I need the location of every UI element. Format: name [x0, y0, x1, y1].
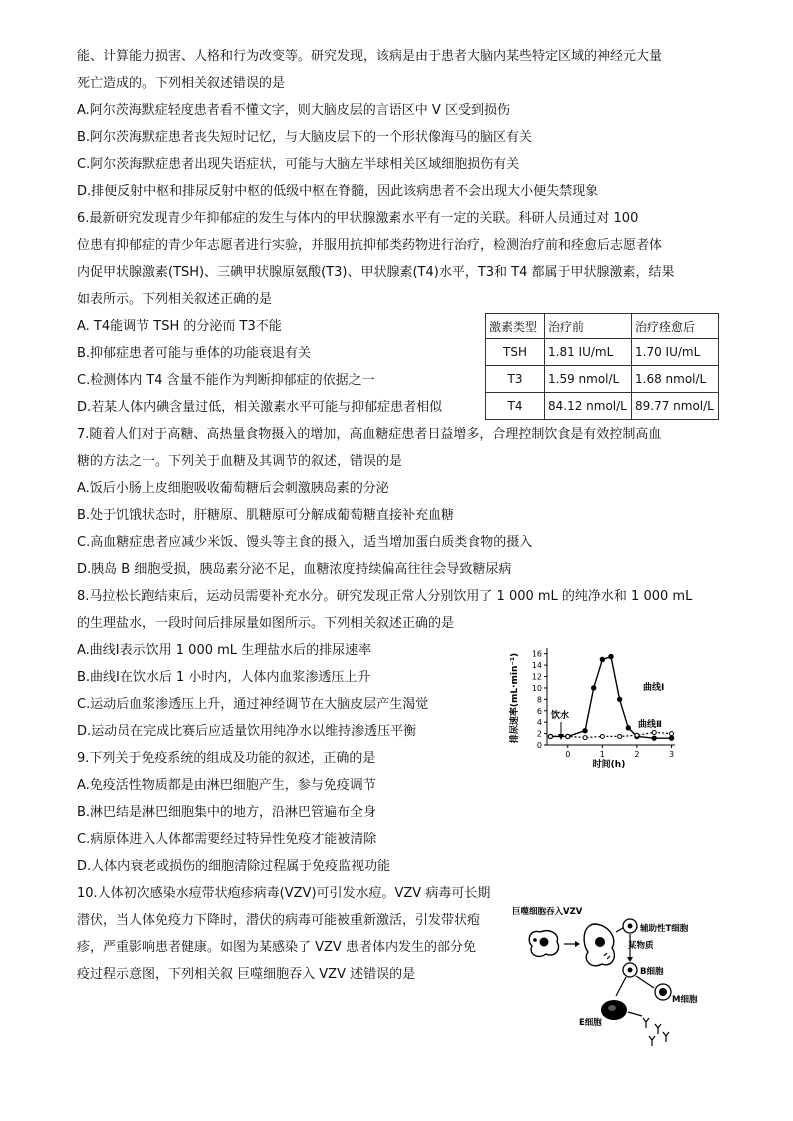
- option-c: C.检测体内 T4 含量不能作为判断抑郁症的依据之一: [77, 373, 375, 388]
- series-label-curve-1: 曲线Ⅰ: [643, 683, 665, 693]
- y-tick-label: 8: [536, 695, 542, 705]
- x-tick-label: 1: [599, 750, 605, 759]
- data-point-curve-1: [592, 686, 596, 690]
- question-7-stem: 7.随着人们对于高糖、高热量食物摄入的增加，高血糖症患者日益增多，合理控制饮食是有效控制高血: [77, 427, 662, 442]
- antibody-icon: [643, 1018, 669, 1046]
- y-tick-label: 10: [531, 683, 542, 693]
- y-tick-label: 2: [536, 729, 542, 739]
- x-axis-label: 时间(h): [592, 760, 626, 770]
- question-10-stem: 潜伏，当人体免疫力下降时，潜伏的病毒可能被重新激活，引发带状疱: [77, 913, 481, 928]
- hormone-table: [485, 313, 719, 420]
- text-line-2: 死亡造成的。下列相关叙述错误的是: [77, 76, 286, 91]
- y-tick-label: 0: [536, 741, 542, 750]
- data-point-curve-1: [583, 729, 587, 733]
- table-cell: TSH: [486, 339, 545, 366]
- label-e-cell: E细胞: [579, 1018, 602, 1028]
- arrow-icon: [636, 976, 654, 988]
- option-b: B.阿尔茨海默症患者丧失短时记忆，与大脑皮层下的一个形状像海马的脑区有关: [77, 130, 533, 145]
- question-10-stem: 疹，严重影响患者健康。如图为某感染了 VZV 患者体内发生的部分免: [77, 940, 476, 955]
- data-point-curve-1: [609, 654, 613, 658]
- table-cell: 1.68 nmol/L: [632, 366, 719, 393]
- arrowhead-icon: [627, 957, 633, 962]
- question-7-stem: 糖的方法之一。下列关于血糖及其调节的叙述，错误的是: [77, 454, 403, 469]
- table-header: 治疗痊愈后: [632, 314, 719, 339]
- x-tick-label: 3: [668, 750, 675, 759]
- data-point-curve-2: [618, 734, 622, 738]
- option-d: D.人体内衰老或损伤的细胞清除过程属于免疫监视功能: [77, 859, 391, 874]
- table-header: 治疗前: [545, 314, 632, 339]
- question-6-stem: 如表所示。下列相关叙述正确的是: [77, 292, 273, 307]
- option-d: D.若某人体内碘含量过低，相关激素水平可能与抑郁症患者相似: [77, 400, 443, 415]
- data-point-curve-2: [635, 733, 639, 737]
- y-axis-label: 排尿速率(mL·min⁻¹): [510, 652, 520, 744]
- option-b: B.曲线Ⅰ在饮水后 1 小时内，人体内血浆渗透压上升: [77, 670, 371, 685]
- data-point-curve-1: [669, 736, 673, 740]
- option-a: A.曲线Ⅰ表示饮用 1 000 mL 生理盐水后的排尿速率: [77, 643, 372, 658]
- question-6-stem: 6.最新研究发现青少年抑郁症的发生与体内的甲状腺激素水平有一定的关联。科研人员通过对 100: [77, 211, 639, 226]
- option-c: C.阿尔茨海默症患者出现失语症状，可能与大脑左半球相关区域细胞损伤有关: [77, 157, 520, 172]
- table-cell: T3: [486, 366, 545, 393]
- table-cell: 1.70 IU/mL: [632, 339, 719, 366]
- option-d: D.排便反射中枢和排尿反射中枢的低级中枢在脊髓，因此该病患者不会出现大小便失禁现象: [77, 184, 599, 199]
- option-b: B.处于饥饿状态时，肝糖原、肌糖原可分解成葡萄糖直接补充血糖: [77, 508, 455, 523]
- text-line-1: 能、计算能力损害、人格和行为改变等。研究发现，该病是由于患者大脑内某些特定区域的神经元大量: [77, 49, 663, 64]
- option-a: A.阿尔茨海默症轻度患者看不懂文字，则大脑皮层的言语区中 V 区受到损伤: [77, 103, 510, 118]
- table-row: [486, 339, 719, 366]
- arrow-icon: [628, 1012, 642, 1016]
- arrowhead-icon: [575, 941, 580, 947]
- data-point-curve-2: [600, 734, 604, 738]
- table-header: 激素类型: [486, 314, 545, 339]
- data-point-curve-2: [566, 734, 570, 738]
- question-10-stem: 10.人体初次感染水痘带状疱疹病毒(VZV)可引发水痘。VZV 病毒可长期: [77, 886, 491, 901]
- table-cell: 1.81 IU/mL: [545, 339, 632, 366]
- data-point-curve-1: [600, 657, 604, 661]
- option-c: C.高血糖症患者应减少米饭、馒头等主食的摄入，适当增加蛋白质类食物的摄入: [77, 535, 533, 550]
- helper-t-cell-icon: [623, 919, 637, 933]
- label-b-cell: B细胞: [640, 967, 664, 977]
- option-a: A.饭后小肠上皮细胞吸收葡萄糖后会刺激胰岛素的分泌: [77, 481, 389, 496]
- y-tick-label: 16: [531, 649, 542, 659]
- data-point-curve-2: [652, 730, 656, 734]
- question-8-stem: 的生理盐水，一段时间后排尿量如图所示。下列相关叙述正确的是: [77, 616, 455, 631]
- label-helper-t-cell: 辅助性T细胞: [640, 924, 689, 934]
- label-macrophage: 巨噬细胞吞入VZV: [512, 907, 583, 917]
- option-c: C.病原体进入人体都需要经过特异性免疫才能被清除: [77, 832, 377, 847]
- x-tick-label: 2: [634, 750, 640, 759]
- antigen-presenting-cell-icon: [584, 924, 614, 966]
- y-tick-label: 14: [531, 661, 542, 671]
- option-a: A.免疫活性物质都是由淋巴细胞产生，参与免疫调节: [77, 778, 376, 793]
- table-row: [486, 366, 719, 393]
- data-point-curve-2: [670, 732, 674, 736]
- data-point-curve-1: [626, 726, 630, 730]
- table-cell: 1.59 nmol/L: [545, 366, 632, 393]
- macrophage-cell-icon: [529, 931, 558, 957]
- data-point-curve-1: [617, 697, 621, 701]
- option-b: B.淋巴结是淋巴细胞集中的地方，沿淋巴管遍布全身: [77, 805, 377, 820]
- arrow-icon: [616, 977, 626, 996]
- y-tick-label: 4: [536, 718, 542, 728]
- question-6-stem: 位患有抑郁症的青少年志愿者进行实验，并服用抗抑郁类药物进行治疗，检测治疗前和痊愈后志愿者体: [77, 238, 663, 253]
- table-header-row: [486, 314, 719, 339]
- y-tick-label: 6: [536, 706, 542, 716]
- series-label-curve-2: 曲线Ⅱ: [638, 720, 662, 730]
- option-b: B.抑郁症患者可能与垂体的功能衰退有关: [77, 346, 312, 361]
- x-tick-label: 0: [565, 750, 571, 759]
- immune-process-diagram: [512, 904, 717, 1056]
- data-point-curve-1: [652, 736, 656, 740]
- table-cell: 89.77 nmol/L: [632, 393, 719, 420]
- question-6-stem: 内促甲状腺激素(TSH)、三碘甲状腺原氨酸(T3)、甲状腺素(T4)水平，T3和 T4 都属于甲状腺激素，结果: [77, 265, 675, 280]
- urine-rate-chart: [505, 643, 700, 773]
- data-point-curve-2: [583, 736, 587, 740]
- memory-cell-icon: [655, 984, 671, 1000]
- question-9-stem: 9.下列关于免疫系统的组成及功能的叙述，正确的是: [77, 751, 376, 766]
- b-cell-icon: [623, 963, 637, 977]
- label-substance: 某物质: [628, 941, 654, 951]
- question-8-stem: 8.马拉松长跑结束后，运动员需要补充水分。研究发现正常人分别饮用了 1 000 mL 的纯净水和 1 000 mL: [77, 589, 693, 604]
- data-point-curve-2: [548, 734, 552, 738]
- table-row: [486, 393, 719, 420]
- effector-cell-icon: [601, 1000, 627, 1020]
- table-cell: T4: [486, 393, 545, 420]
- table-cell: 84.12 nmol/L: [545, 393, 632, 420]
- option-a: A. T4能调节 TSH 的分泌而 T3不能: [77, 319, 282, 334]
- option-c: C.运动后血浆渗透压上升，通过神经调节在大脑皮层产生渴觉: [77, 697, 429, 712]
- y-tick-label: 12: [531, 672, 542, 682]
- option-d: D.运动员在完成比赛后应适量饮用纯净水以维持渗透压平衡: [77, 724, 417, 739]
- option-d: D.胰岛 B 细胞受损，胰岛素分泌不足，血糖浓度持续偏高往往会导致糖尿病: [77, 562, 512, 577]
- annotation-drink-water: 饮水: [551, 711, 570, 721]
- label-m-cell: M细胞: [672, 995, 698, 1005]
- question-10-stem: 疫过程示意图，下列相关叙 巨噬细胞吞入 VZV 述错误的是: [77, 967, 416, 982]
